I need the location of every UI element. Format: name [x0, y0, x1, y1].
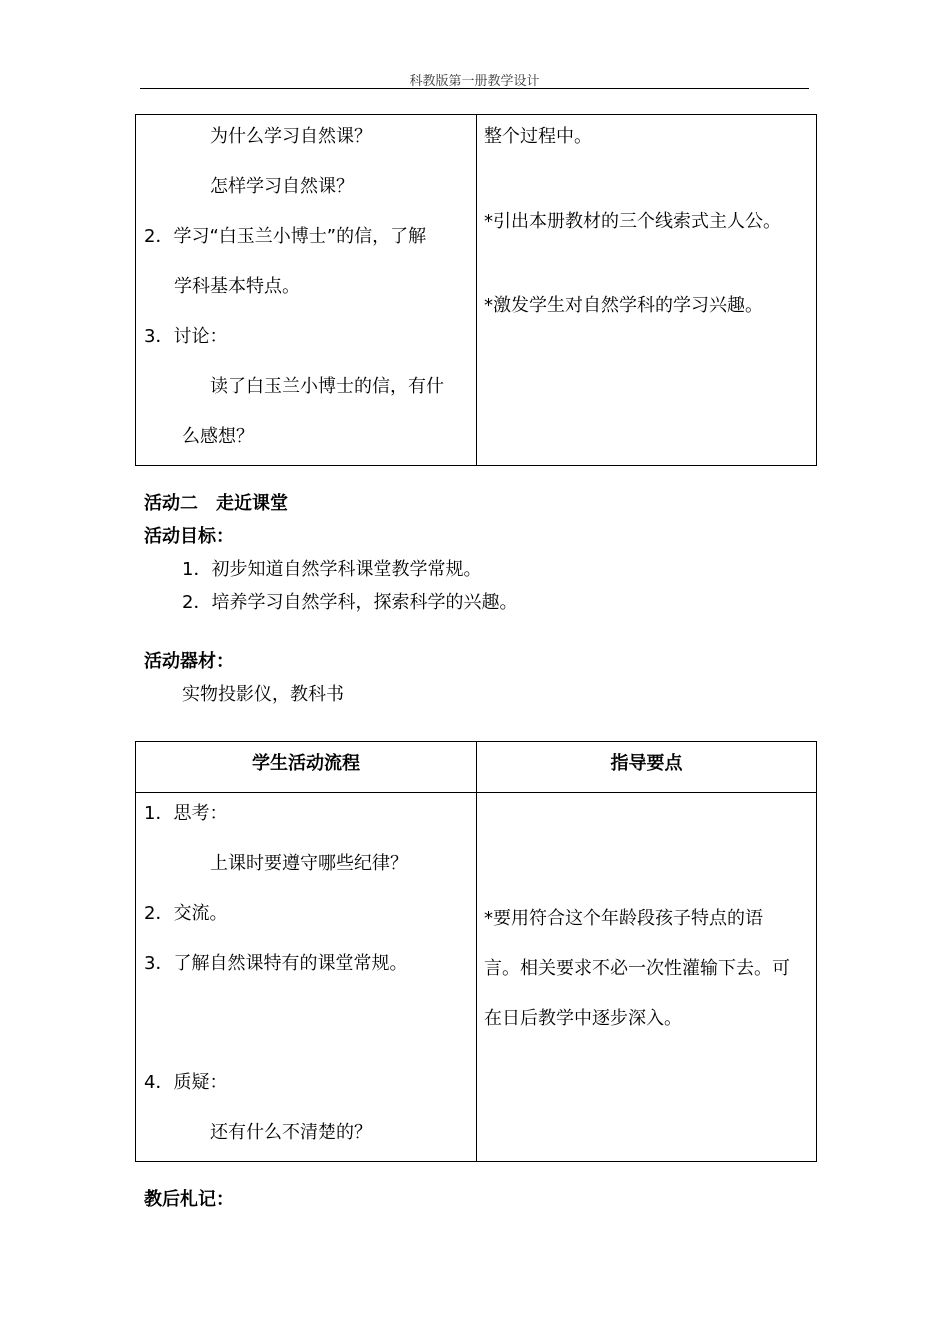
activity-table-2: [135, 741, 817, 1162]
table1-left-line: 读了白玉兰小博士的信，有什: [210, 376, 444, 397]
table1-left-line: 学科基本特点。: [174, 276, 300, 297]
table2-right-column: [477, 793, 816, 1161]
table1-left-line: 为什么学习自然课？: [210, 126, 372, 147]
header-rule: [140, 88, 809, 89]
notes-heading: 教后札记：: [144, 1189, 234, 1210]
table2-left-line: 还有什么不清楚的？: [210, 1122, 372, 1143]
table1-left-line: 2．学习“白玉兰小博士”的信，了解: [144, 226, 427, 247]
table1-left-column: [136, 115, 477, 465]
goal-item: 1．初步知道自然学科课堂教学常规。: [182, 559, 482, 580]
table2-header-row: [136, 742, 816, 793]
table1-left-line: 3．讨论：: [144, 326, 228, 347]
table1-right-line: *激发学生对自然学科的学习兴趣。: [484, 295, 763, 316]
table1-left-line: 么感想？: [182, 426, 254, 447]
activity-title: 活动二 走近课堂: [144, 493, 288, 514]
table1-right-column: [477, 115, 816, 465]
page-header-title: 科教版第一册教学设计: [409, 74, 540, 89]
activity-table-1: [135, 114, 817, 466]
table2-header-right: 指导要点: [610, 753, 683, 774]
table2-left-line: 上课时要遵守哪些纪律？: [210, 853, 408, 874]
goal-heading: 活动目标：: [144, 526, 234, 547]
table2-header-left: 学生活动流程: [136, 742, 477, 792]
table2-right-line: *要用符合这个年龄段孩子特点的语: [484, 908, 763, 929]
table2-left-line: 3．了解自然课特有的课堂常规。: [144, 953, 408, 974]
table2-body-row: [136, 793, 816, 1161]
table2-left-line: 1．思考：: [144, 803, 228, 824]
table2-right-line: 在日后教学中逐步深入。: [484, 1008, 682, 1029]
table1-right-line: 整个过程中。: [484, 126, 592, 147]
table2-left-line: 2．交流。: [144, 903, 228, 924]
table2-left-column: [136, 793, 477, 1161]
equipment-text: 实物投影仪，教科书: [182, 684, 344, 705]
table1-left-line: 怎样学习自然课？: [210, 176, 354, 197]
equipment-heading: 活动器材：: [144, 651, 234, 672]
table1-right-line: *引出本册教材的三个线索式主人公。: [484, 211, 781, 232]
goal-item: 2．培养学习自然学科，探索科学的兴趣。: [182, 592, 518, 613]
table2-right-line: 言。相关要求不必一次性灌输下去。可: [484, 958, 790, 979]
table2-left-line: 4．质疑：: [144, 1072, 228, 1093]
